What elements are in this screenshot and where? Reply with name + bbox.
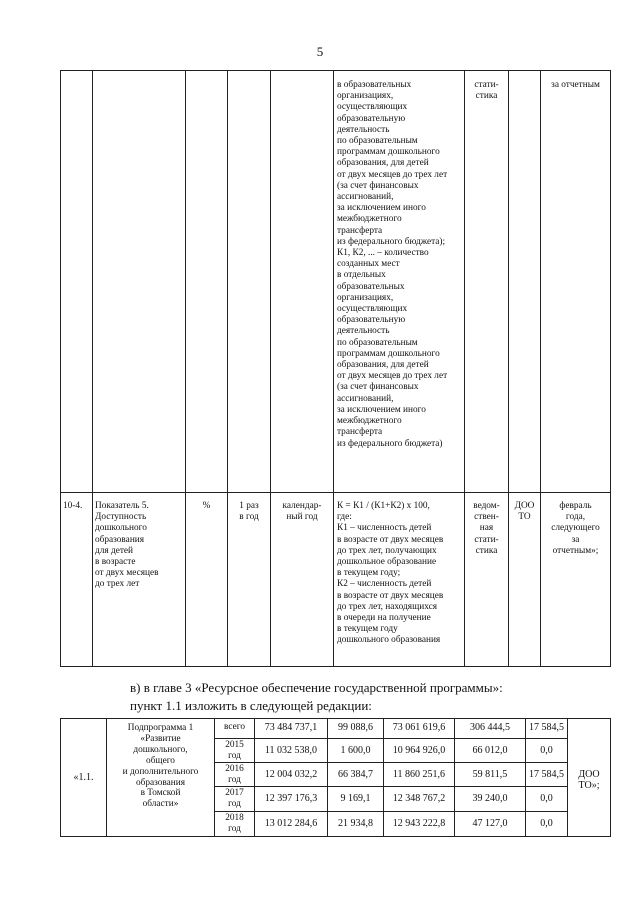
federal-value: 66 384,7: [338, 769, 373, 780]
extrabudget-value: 0,0: [540, 745, 553, 756]
indicator-source: ведом- ствен- ная стати- стика: [473, 501, 500, 556]
extrabudget-value: 17 584,5: [529, 769, 564, 780]
municipal-value: 306 444,5: [470, 722, 510, 733]
page-number: 5: [316, 44, 324, 59]
subprogram-responsible: ДОО ТО»;: [578, 769, 600, 792]
municipal-value: 47 127,0: [472, 818, 508, 829]
amendment-line-2: пункт 1.1 изложить в следующей редакции:: [130, 698, 372, 713]
extrabudget-value: 17 584,5: [529, 722, 564, 733]
indicator-responsible: ДОО ТО: [514, 501, 535, 523]
indicator-unit: %: [202, 501, 211, 511]
extrabudget-value: 0,0: [540, 793, 553, 804]
amendment-line-1: в) в главе 3 «Ресурсное обеспечение государственной программы»:: [130, 680, 503, 695]
regional-value: 73 061 619,6: [392, 722, 446, 733]
year-label: 2018 год: [225, 813, 244, 834]
federal-value: 1 600,0: [340, 745, 371, 756]
total-value: 11 032 538,0: [264, 745, 318, 756]
total-value: 73 484 737,1: [264, 722, 318, 733]
subprogram-number: «1.1.: [73, 772, 94, 783]
regional-value: 10 964 926,0: [392, 745, 446, 756]
indicator-period-type: календар- ный год: [282, 501, 322, 523]
deadline-continuation: за отчетным: [551, 80, 600, 90]
extrabudget-value: 0,0: [540, 818, 553, 829]
year-label: 2015 год: [225, 740, 244, 761]
regional-value: 11 860 251,6: [392, 769, 446, 780]
subprogram-name: Подпрограмма 1 «Развитие дошкольного, общего и дополнительного образования в Томской области»: [122, 723, 199, 810]
municipal-value: 39 240,0: [472, 793, 508, 804]
indicator-deadline: февраль года, следующего за отчетным»;: [551, 501, 600, 556]
federal-value: 21 934,8: [338, 818, 373, 829]
indicator-period: 1 раз в год: [239, 501, 259, 523]
total-value: 12 397 176,3: [264, 793, 318, 804]
row-number: 10-4.: [63, 501, 83, 511]
regional-value: 12 348 767,2: [392, 793, 446, 804]
source-continuation: стати- стика: [474, 80, 499, 102]
year-label: 2017 год: [225, 788, 244, 809]
formula-continuation: в образовательных организациях, осуществляющих образовательную деятельность по образовательным программам дошкольного образования, для детей от двух месяцев до трех лет (за счет финансовых ассигнований, за исключением иного межбюджетного трансферта из федерального бюджета); К1, К2, ... – количество созданных мест в отдельных образовательных организациях, осуществляющих образовательную деятельность по образовательным программам дошкольного образования, для детей от двух месяцев до трех лет (за счет финансовых ассигнований, за исключением иного межбюджетного трансферта из федерального бюджета): [337, 80, 448, 449]
regional-value: 12 943 222,8: [392, 818, 446, 829]
municipal-value: 59 811,5: [472, 769, 508, 780]
federal-value: 9 169,1: [340, 793, 371, 804]
federal-value: 99 088,6: [338, 722, 373, 733]
total-value: 12 004 032,2: [264, 769, 318, 780]
year-label: всего: [224, 722, 245, 732]
year-label: 2016 год: [225, 764, 244, 785]
total-value: 13 012 284,6: [264, 818, 318, 829]
indicator-formula: К = К1 / (К1+К2) х 100, где: К1 – численность детей в возрасте от двух месяцев до трех лет, получающих дошкольное образование в текущем году; К2 – численность детей в возрасте от двух месяцев до трех лет, находящихся в очереди на получение в текущем году дошкольного образования: [337, 501, 444, 646]
indicator-name: Показатель 5. Доступность дошкольного образования для детей в возрасте от двух месяцев до трех лет: [95, 501, 159, 590]
municipal-value: 66 012,0: [472, 745, 508, 756]
